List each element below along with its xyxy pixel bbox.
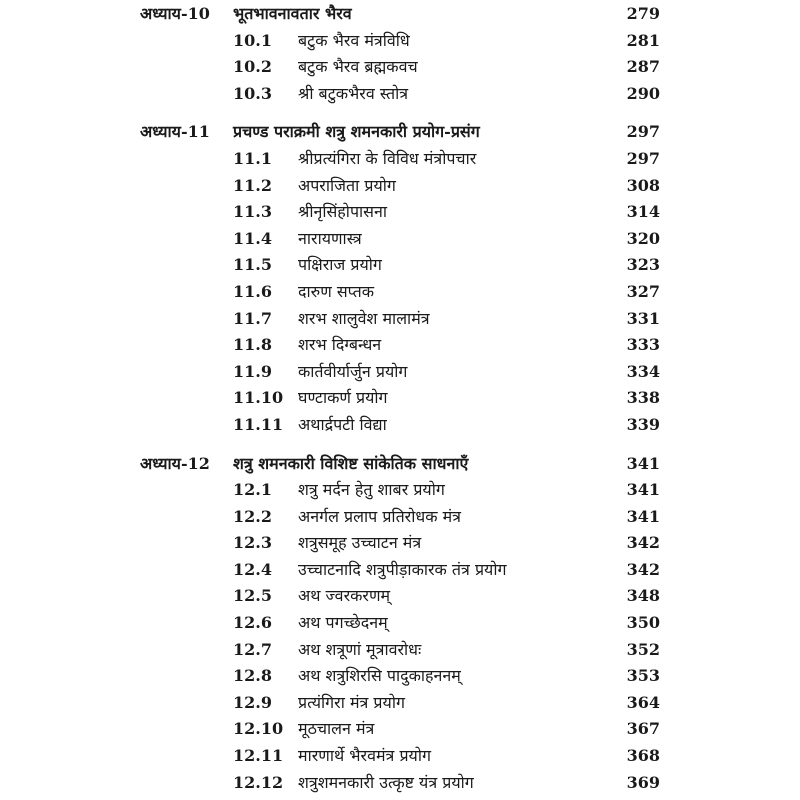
section-title: अथ शत्रूणां मूत्रावरोधः (298, 639, 422, 659)
section-number: 11.3 (233, 202, 272, 222)
section-entry (0, 173, 800, 200)
section-number: 10.2 (233, 57, 272, 77)
section-number: 12.12 (233, 772, 284, 792)
page-number: 338 (626, 388, 660, 408)
page-number: 320 (626, 228, 660, 248)
table-of-contents (0, 1, 800, 796)
section-number: 12.3 (233, 533, 272, 553)
section-entry (0, 412, 800, 439)
section-entry (0, 716, 800, 743)
section-title: नारायणास्त्र (298, 228, 362, 248)
section-entry (0, 332, 800, 359)
section-entry (0, 743, 800, 770)
section-number: 12.7 (233, 639, 272, 659)
page-number: 281 (626, 30, 660, 50)
page-number: 339 (626, 414, 660, 434)
chapter-label: अध्याय-11 (140, 122, 210, 142)
chapter-title: भूतभावनावतार भैरव (233, 4, 352, 23)
page-number: 342 (626, 533, 660, 553)
chapter-heading (0, 451, 800, 478)
section-number: 11.6 (233, 281, 272, 301)
page-number: 331 (626, 308, 660, 328)
section-number: 12.10 (233, 719, 284, 739)
page-number: 287 (626, 57, 660, 77)
section-entry (0, 199, 800, 226)
section-title: अथ शत्रुशिरसि पादुकाहननम् (298, 666, 461, 686)
section-entry (0, 252, 800, 279)
section-title: शत्रुशमनकारी उत्कृष्ट यंत्र प्रयोग (298, 772, 474, 792)
page-number: 341 (626, 453, 660, 473)
section-entry (0, 690, 800, 717)
section-title: अथार्द्रपटी विद्या (298, 414, 387, 434)
section-number: 11.8 (233, 335, 272, 355)
page-number: 350 (626, 613, 660, 633)
section-entry (0, 28, 800, 55)
section-number: 12.6 (233, 613, 272, 633)
page-number: 369 (626, 772, 660, 792)
section-number: 11.11 (233, 414, 284, 434)
section-entry (0, 504, 800, 531)
page-number: 334 (626, 361, 660, 381)
section-number: 11.5 (233, 255, 272, 275)
section-title: उच्चाटनादि शत्रुपीड़ाकारक तंत्र प्रयोग (298, 559, 507, 579)
section-title: अपराजिता प्रयोग (298, 175, 396, 195)
section-entry (0, 385, 800, 412)
section-entry (0, 530, 800, 557)
page-number: 333 (626, 335, 660, 355)
section-number: 10.1 (233, 30, 272, 50)
section-title: अथ ज्वरकरणम् (298, 586, 391, 606)
section-number: 12.1 (233, 480, 272, 500)
chapter-title: प्रचण्ड पराक्रमी शत्रु शमनकारी प्रयोग-प्रसंग (233, 122, 480, 142)
chapter-heading (0, 119, 800, 146)
section-number: 10.3 (233, 83, 272, 103)
section-title: शरभ दिग्बन्धन (298, 335, 382, 355)
page-number: 352 (626, 639, 660, 659)
section-title: बटुक भैरव ब्रह्मकवच (298, 57, 418, 77)
section-entry (0, 770, 800, 797)
chapter-label: अध्याय-12 (140, 453, 210, 473)
section-title: श्री बटुकभैरव स्तोत्र (298, 83, 409, 103)
page-number: 367 (626, 719, 660, 739)
section-title: कार्तवीर्यार्जुन प्रयोग (298, 361, 408, 381)
section-title: पक्षिराज प्रयोग (298, 255, 382, 275)
section-title: दारुण सप्तक (298, 281, 375, 301)
section-title: बटुक भैरव मंत्रविधि (298, 30, 410, 50)
section-entry (0, 359, 800, 386)
section-number: 11.9 (233, 361, 272, 381)
section-entry (0, 583, 800, 610)
page-number: 290 (626, 83, 660, 103)
page-number: 308 (626, 175, 660, 195)
chapter-label: अध्याय-10 (140, 4, 210, 23)
section-entry (0, 637, 800, 664)
page-number: 368 (626, 746, 660, 766)
section-number: 11.10 (233, 388, 284, 408)
section-title: श्रीनृसिंहोपासना (298, 202, 388, 222)
page-number: 314 (626, 202, 660, 222)
chapter-heading (0, 1, 800, 28)
section-entry (0, 663, 800, 690)
section-title: प्रत्यंगिरा मंत्र प्रयोग (298, 692, 405, 712)
section-entry (0, 146, 800, 173)
section-number: 11.2 (233, 175, 272, 195)
section-title: मारणार्थे भैरवमंत्र प्रयोग (298, 746, 431, 766)
page-number: 297 (626, 122, 660, 142)
section-number: 12.2 (233, 506, 272, 526)
section-number: 12.5 (233, 586, 272, 606)
page-number: 327 (626, 281, 660, 301)
section-entry (0, 306, 800, 333)
section-entry (0, 477, 800, 504)
section-title: शत्रु मर्दन हेतु शाबर प्रयोग (298, 480, 445, 500)
page-number: 323 (626, 255, 660, 275)
section-number: 11.4 (233, 228, 272, 248)
section-number: 12.9 (233, 692, 272, 712)
section-title: अथ पगच्छेदनम् (298, 613, 388, 633)
section-number: 11.7 (233, 308, 272, 328)
section-title: अनर्गल प्रलाप प्रतिरोधक मंत्र (298, 506, 461, 526)
section-entry (0, 279, 800, 306)
section-entry (0, 557, 800, 584)
page-number: 341 (626, 506, 660, 526)
section-number: 11.1 (233, 148, 272, 168)
section-title: घण्टाकर्ण प्रयोग (298, 388, 388, 408)
section-title: शत्रुसमूह उच्चाटन मंत्र (298, 533, 422, 553)
page-number: 279 (626, 4, 660, 23)
section-entry (0, 81, 800, 108)
page-number: 348 (626, 586, 660, 606)
chapter-title: शत्रु शमनकारी विशिष्ट सांकेतिक साधनाएँ (233, 453, 469, 473)
section-entry (0, 226, 800, 253)
section-number: 12.4 (233, 559, 272, 579)
section-title: श्रीप्रत्यंगिरा के विविध मंत्रोपचार (298, 148, 477, 168)
section-title: मूठचालन मंत्र (298, 719, 375, 739)
page-number: 353 (626, 666, 660, 686)
section-number: 12.8 (233, 666, 272, 686)
section-entry (0, 54, 800, 81)
page-number: 297 (626, 148, 660, 168)
page-number: 364 (626, 692, 660, 712)
page-number: 342 (626, 559, 660, 579)
section-number: 12.11 (233, 746, 284, 766)
page-number: 341 (626, 480, 660, 500)
section-title: शरभ शालुवेश मालामंत्र (298, 308, 430, 328)
section-entry (0, 610, 800, 637)
